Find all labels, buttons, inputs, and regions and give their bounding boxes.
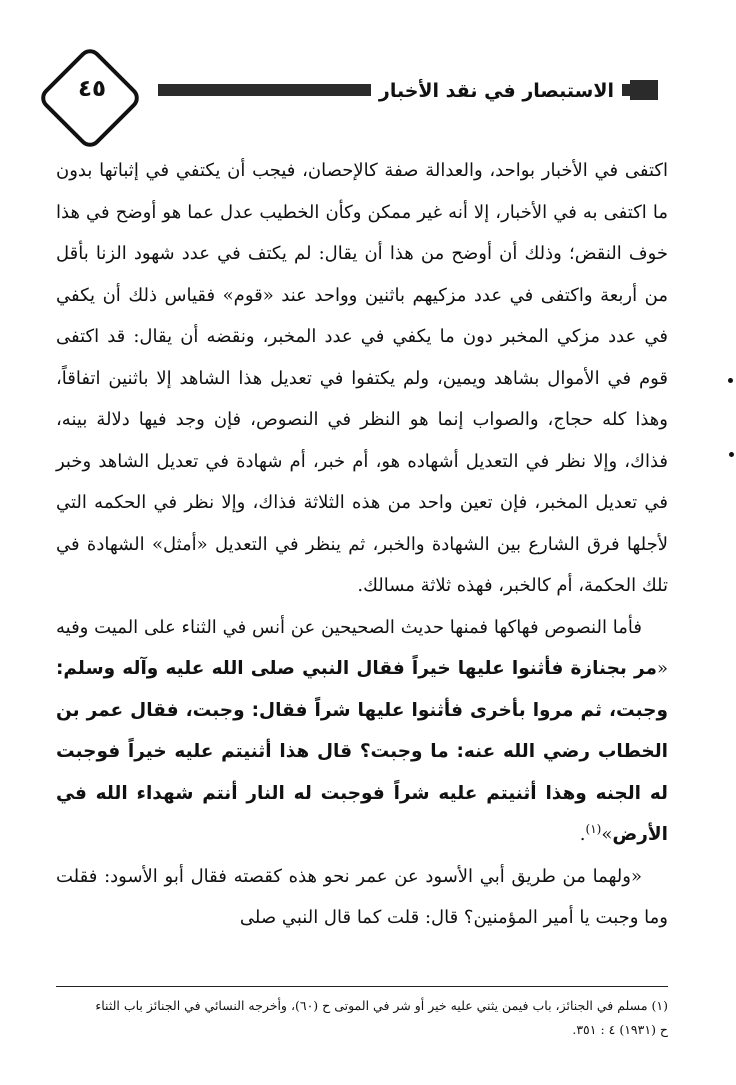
scan-speck xyxy=(729,452,734,457)
main-text xyxy=(56,150,668,939)
scan-speck xyxy=(728,378,733,383)
footnote-reference: (١) xyxy=(585,822,602,836)
paragraph-2 xyxy=(56,607,668,856)
hadith-close-quote: » xyxy=(601,824,613,845)
running-title: الاستبصار في نقد الأخبار xyxy=(371,74,622,108)
footnote-line-1: (١) مسلم في الجنائز، باب فيمن يثني عليه خير أو شر في الموتى ح (٦٠)، وأخرجه النسائي في الجنائز باب الثناء xyxy=(95,998,668,1013)
footnote xyxy=(56,994,668,1042)
page-header xyxy=(44,58,658,130)
footnote-divider xyxy=(56,986,668,987)
hadith-quote: مر بجنازة فأثنوا عليها خيراً فقال النبي صلى الله عليه وآله وسلم: وجبت، ثم مروا بأخرى فأثنوا عليها شراً فقال: وجبت، فقال عمر بن الخطاب رضي الله عنه: ما وجبت؟ قال هذا أثنيتم عليه خيراً فوجبت له الجنه وهذا أثنيتم عليه شراً فوجبت له النار أنتم شهداء الله في الأرض xyxy=(56,658,668,845)
page-number: ٤٥ xyxy=(77,76,107,102)
paragraph-3: «ولهما من طريق أبي الأسود عن عمر نحو هذه كقصته فقال أبو الأسود: فقلت وما وجبت يا أمير المؤمنين؟ قال: قلت كما قال النبي صلى xyxy=(56,865,668,928)
hadith-intro: فأما النصوص فهاكها فمنها حديث الصحيحين عن أنس في الثناء على الميت وفيه « xyxy=(56,616,668,679)
footnote-line-2: ح (١٩٣١) ٤ : ٣٥١. xyxy=(572,1022,668,1037)
header-cap xyxy=(630,80,658,100)
paragraph-1: اكتفى في الأخبار بواحد، والعدالة صفة كالإحصان، فيجب أن يكتفي في إثباتها بدون ما اكتفى به في الأخبار، إلا أنه غير ممكن وكأن الخطيب عدل عما هو أوضح في هذا خوف النقض؛ وذلك أن أوضح من هذا أن يقال: لم يكتف في عدد شهود الزنا بأقل من أربعة واكتفى في عدد مزكيهم باثنين وواحد عند «قوم» فقياس ذلك أن يكفي في عدد مزكي المخبر دون ما يكفي في عدد المخبر، ونقضه أن يقال: قد اكتفى قوم في الأموال بشاهد ويمين، ولم يكتفوا في تعديل هذا الشاهد إلا باثنين اتفاقاً، وهذا كله حجاج، والصواب إنما هو النظر في النصوص، فإن وجد فيها دلالة بينه، فذاك، وإلا نظر في التعديل أشهاده هو، أم خبر، أم شهادة في تعديل الشاهد وخبر في تعديل المخبر، فإن تعين واحد من هذه الثلاثة فذاك، وإلا نظر في الحكمه التي لأجلها فرق الشارع بين الشهادة والخبر، ثم ينظر في التعديل «أمثل» الشهادة في تلك الحكمة، أم كالخبر، فهذه ثلاثة مسالك. xyxy=(56,160,668,596)
sentence-end: . xyxy=(579,824,586,845)
